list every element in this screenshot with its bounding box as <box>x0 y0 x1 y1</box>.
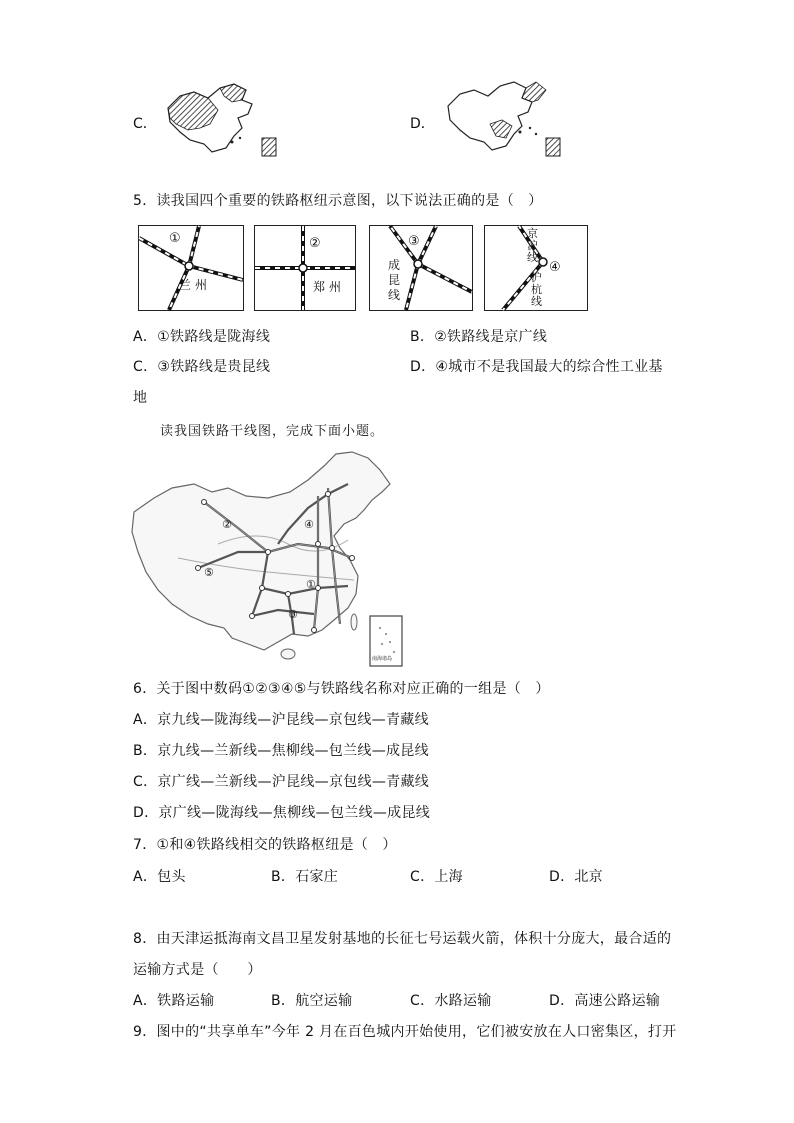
map-label-5: ⑤ <box>204 566 214 579</box>
q8-option-d: D．高速公路运输 <box>549 993 661 1009</box>
hub-2-lines <box>255 226 355 310</box>
q5-option-c: C．③铁路线是贵昆线 <box>133 359 271 375</box>
q4-option-d-label: D． <box>410 116 435 132</box>
hub-4-number: ④ <box>549 260 561 275</box>
railway-map <box>128 448 408 670</box>
q5-option-a: A．①铁路线是陇海线 <box>133 329 271 345</box>
q7-stem: 7．①和④铁路线相交的铁路枢纽是（ ） <box>133 837 397 853</box>
hub-4-line-label-top: 京沪线 <box>527 227 538 264</box>
q6-stem: 6．关于图中数码①②③④⑤与铁路线名称对应正确的一组是（ ） <box>133 681 550 697</box>
map-label-1: ① <box>306 578 316 591</box>
q5-stem: 5．读我国四个重要的铁路枢纽示意图，以下说法正确的是（ ） <box>133 193 543 209</box>
china-railway-map <box>128 448 408 670</box>
q7-option-d: D．北京 <box>549 869 603 885</box>
q7-option-b: B．石家庄 <box>271 869 339 885</box>
q5-option-b: B．②铁路线是京广线 <box>410 329 548 345</box>
q5-hub-diagram-3 <box>369 225 473 311</box>
q4-option-d-map <box>440 76 564 160</box>
q4-option-c-map <box>160 78 280 160</box>
q5-hub-diagram-1 <box>138 225 244 311</box>
q8-option-c: C．水路运输 <box>410 993 492 1009</box>
q5-hub-diagram-2 <box>254 225 356 311</box>
q4-option-c-label: C． <box>133 116 157 132</box>
hub-2-city: 郑州 <box>313 280 346 294</box>
hub-3-number: ③ <box>408 234 420 249</box>
q6-option-c: C．京广线—兰新线—沪昆线—京包线—青藏线 <box>133 774 430 790</box>
hub-1-lines <box>139 226 243 310</box>
q6-option-d: D．京广线—陇海线—焦柳线—包兰线—成昆线 <box>133 805 431 821</box>
q5-hub-diagram-4 <box>484 225 588 311</box>
q7-option-a: A．包头 <box>133 869 186 885</box>
hub-1-number: ① <box>169 231 181 246</box>
q8-option-a: A．铁路运输 <box>133 993 215 1009</box>
map-intro: 读我国铁路干线图，完成下面小题。 <box>160 424 385 439</box>
map-inset-caption: 南海诸岛 <box>372 656 393 662</box>
hub-2-number: ② <box>309 236 321 251</box>
q5-option-d: D．④城市不是我国最大的综合性工业基 <box>410 359 663 375</box>
q7-option-c: C．上海 <box>410 869 463 885</box>
map-label-3: ③ <box>288 608 298 621</box>
q8-stem-continued: 运输方式是（ ） <box>133 962 262 978</box>
hub-4-line-label-bottom: 沪杭线 <box>531 271 542 308</box>
q5-option-d-continued: 地 <box>133 390 148 406</box>
hub-3-line-label: 成昆线 <box>388 258 401 302</box>
q9-stem: 9．图中的“共享单车”今年 2 月在百色城内开始使用，它们被安放在人口密集区，打开 <box>133 1024 677 1040</box>
hub-3-lines <box>370 226 472 310</box>
q8-stem: 8．由天津运抵海南文昌卫星发射基地的长征七号运载火箭，体积十分庞大，最合适的 <box>133 931 672 947</box>
q6-option-a: A．京九线—陇海线—沪昆线—京包线—青藏线 <box>133 712 429 728</box>
hub-1-city: 兰州 <box>179 278 212 292</box>
q6-option-b: B．京九线—兰新线—焦柳线—包兰线—成昆线 <box>133 743 429 759</box>
map-label-4: ④ <box>304 518 314 531</box>
q8-option-b: B．航空运输 <box>271 993 353 1009</box>
map-label-2: ② <box>222 518 232 531</box>
